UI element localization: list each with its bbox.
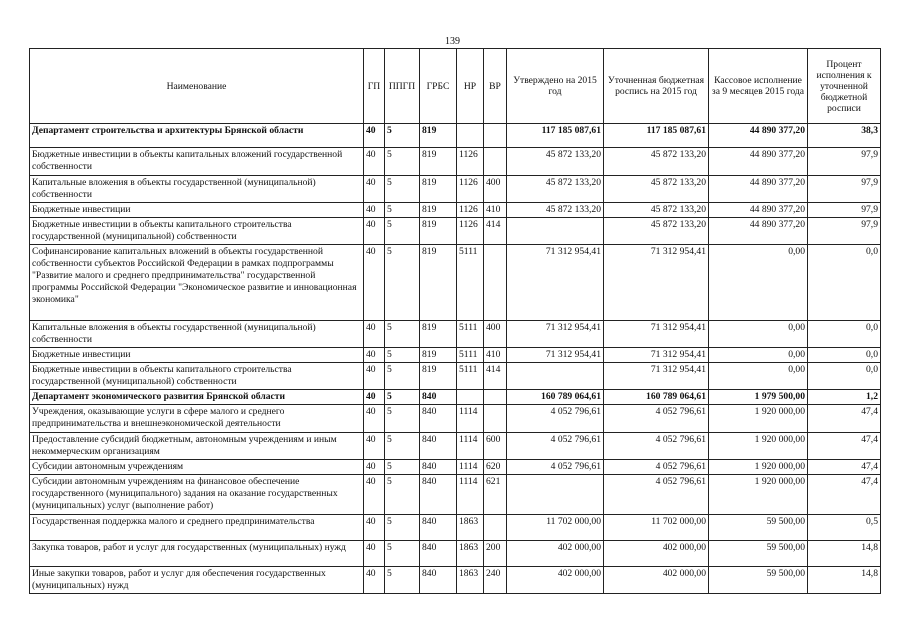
cell-cash: 1 920 000,00	[709, 433, 808, 460]
cell-approved: 4 052 796,61	[507, 460, 604, 475]
cell-refined: 71 312 954,41	[604, 363, 709, 390]
cell-refined: 45 872 133,20	[604, 176, 709, 203]
cell-gp: 40	[364, 348, 385, 363]
cell-percent: 47,4	[808, 475, 881, 515]
cell-approved: 71 312 954,41	[507, 245, 604, 321]
cell-name: Департамент строительства и архитектуры Брянской области	[30, 124, 364, 148]
cell-ppgp: 5	[385, 348, 420, 363]
cell-ppgp: 5	[385, 124, 420, 148]
cell-grbs: 840	[420, 390, 457, 405]
cell-vr	[484, 245, 507, 321]
cell-np: 1114	[457, 460, 484, 475]
cell-cash: 1 920 000,00	[709, 475, 808, 515]
cell-grbs: 819	[420, 203, 457, 218]
cell-percent: 14,8	[808, 567, 881, 594]
cell-percent: 97,9	[808, 203, 881, 218]
cell-approved: 71 312 954,41	[507, 348, 604, 363]
cell-vr: 200	[484, 541, 507, 567]
cell-vr	[484, 124, 507, 148]
cell-cash: 44 890 377,20	[709, 176, 808, 203]
cell-gp: 40	[364, 460, 385, 475]
cell-cash: 0,00	[709, 348, 808, 363]
cell-vr: 400	[484, 321, 507, 348]
cell-ppgp: 5	[385, 475, 420, 515]
cell-cash: 59 500,00	[709, 541, 808, 567]
cell-ppgp: 5	[385, 148, 420, 176]
cell-grbs: 819	[420, 124, 457, 148]
cell-ppgp: 5	[385, 203, 420, 218]
cell-percent: 47,4	[808, 460, 881, 475]
cell-approved: 4 052 796,61	[507, 405, 604, 433]
table-row	[30, 433, 881, 460]
cell-approved	[507, 475, 604, 515]
cell-vr: 414	[484, 218, 507, 245]
cell-approved: 402 000,00	[507, 541, 604, 567]
cell-grbs: 819	[420, 176, 457, 203]
cell-ppgp: 5	[385, 363, 420, 390]
cell-name: Капитальные вложения в объекты государственной (муниципальной) собственности	[30, 321, 364, 348]
cell-approved: 402 000,00	[507, 567, 604, 594]
cell-name: Учреждения, оказывающие услуги в сфере малого и среднего предпринимательства и внешнеэкономической деятельности	[30, 405, 364, 433]
cell-refined: 160 789 064,61	[604, 390, 709, 405]
cell-vr	[484, 390, 507, 405]
table-row	[30, 460, 881, 475]
table-row	[30, 176, 881, 203]
cell-ppgp: 5	[385, 321, 420, 348]
cell-name: Департамент экономического развития Брянской области	[30, 390, 364, 405]
cell-np: 1126	[457, 203, 484, 218]
cell-percent: 1,2	[808, 390, 881, 405]
cell-percent: 97,9	[808, 148, 881, 176]
cell-vr	[484, 515, 507, 541]
cell-gp: 40	[364, 176, 385, 203]
cell-vr: 240	[484, 567, 507, 594]
cell-grbs: 840	[420, 541, 457, 567]
cell-ppgp: 5	[385, 390, 420, 405]
col-header-approved: Утверждено на 2015 год	[507, 49, 604, 124]
table-row	[30, 245, 881, 321]
cell-refined: 45 872 133,20	[604, 218, 709, 245]
cell-name: Иные закупки товаров, работ и услуг для обеспечения государственных (муниципальных) нужд	[30, 567, 364, 594]
cell-grbs: 840	[420, 475, 457, 515]
cell-np: 1114	[457, 475, 484, 515]
cell-refined: 402 000,00	[604, 541, 709, 567]
cell-approved: 117 185 087,61	[507, 124, 604, 148]
cell-name: Государственная поддержка малого и среднего предпринимательства	[30, 515, 364, 541]
cell-grbs: 819	[420, 245, 457, 321]
cell-np: 1126	[457, 218, 484, 245]
cell-gp: 40	[364, 390, 385, 405]
cell-vr: 600	[484, 433, 507, 460]
cell-percent: 14,8	[808, 541, 881, 567]
cell-cash: 59 500,00	[709, 567, 808, 594]
cell-gp: 40	[364, 363, 385, 390]
cell-grbs: 840	[420, 515, 457, 541]
cell-name: Закупка товаров, работ и услуг для государственных (муниципальных) нужд	[30, 541, 364, 567]
cell-grbs: 819	[420, 348, 457, 363]
cell-np: 1863	[457, 567, 484, 594]
cell-refined: 71 312 954,41	[604, 348, 709, 363]
col-header-vr: ВР	[484, 49, 507, 124]
cell-cash: 1 920 000,00	[709, 460, 808, 475]
cell-grbs: 840	[420, 460, 457, 475]
table-header-row	[30, 49, 881, 124]
cell-approved	[507, 363, 604, 390]
cell-gp: 40	[364, 148, 385, 176]
cell-percent: 0,0	[808, 321, 881, 348]
cell-gp: 40	[364, 245, 385, 321]
cell-refined: 117 185 087,61	[604, 124, 709, 148]
cell-refined: 71 312 954,41	[604, 321, 709, 348]
table-row	[30, 348, 881, 363]
cell-vr	[484, 148, 507, 176]
cell-gp: 40	[364, 433, 385, 460]
table-row	[30, 515, 881, 541]
cell-ppgp: 5	[385, 218, 420, 245]
cell-np: 1114	[457, 405, 484, 433]
cell-cash: 59 500,00	[709, 515, 808, 541]
cell-vr: 410	[484, 203, 507, 218]
cell-cash: 0,00	[709, 363, 808, 390]
col-header-refined: Уточненная бюджетная роспись на 2015 год	[604, 49, 709, 124]
col-header-percent: Процент исполнения к уточненной бюджетной росписи	[808, 49, 881, 124]
cell-np: 1863	[457, 541, 484, 567]
cell-grbs: 819	[420, 148, 457, 176]
cell-cash: 44 890 377,20	[709, 203, 808, 218]
cell-np: 5111	[457, 348, 484, 363]
cell-percent: 0,0	[808, 348, 881, 363]
cell-gp: 40	[364, 405, 385, 433]
table-row	[30, 148, 881, 176]
cell-ppgp: 5	[385, 541, 420, 567]
cell-cash: 0,00	[709, 245, 808, 321]
cell-ppgp: 5	[385, 176, 420, 203]
cell-vr: 410	[484, 348, 507, 363]
cell-np: 5111	[457, 321, 484, 348]
cell-gp: 40	[364, 475, 385, 515]
table-row	[30, 363, 881, 390]
cell-name: Бюджетные инвестиции	[30, 348, 364, 363]
cell-percent: 97,9	[808, 218, 881, 245]
cell-np: 5111	[457, 363, 484, 390]
col-header-grbs: ГРБС	[420, 49, 457, 124]
cell-gp: 40	[364, 541, 385, 567]
cell-refined: 4 052 796,61	[604, 475, 709, 515]
cell-ppgp: 5	[385, 515, 420, 541]
department-row	[30, 390, 881, 405]
cell-percent: 0,5	[808, 515, 881, 541]
cell-np: 5111	[457, 245, 484, 321]
cell-ppgp: 5	[385, 433, 420, 460]
table-row	[30, 218, 881, 245]
cell-ppgp: 5	[385, 245, 420, 321]
cell-cash: 44 890 377,20	[709, 124, 808, 148]
budget-table	[29, 48, 881, 594]
cell-ppgp: 5	[385, 567, 420, 594]
cell-gp: 40	[364, 567, 385, 594]
cell-grbs: 840	[420, 567, 457, 594]
cell-cash: 44 890 377,20	[709, 148, 808, 176]
table-row	[30, 475, 881, 515]
cell-refined: 4 052 796,61	[604, 433, 709, 460]
cell-gp: 40	[364, 203, 385, 218]
cell-refined: 4 052 796,61	[604, 460, 709, 475]
cell-vr: 620	[484, 460, 507, 475]
cell-gp: 40	[364, 515, 385, 541]
col-header-cash: Кассовое исполнение за 9 месяцев 2015 года	[709, 49, 808, 124]
cell-name: Софинансирование капитальных вложений в объекты государственной собственности субъектов Российской Федерации в рамках подпрограммы "Развитие малого и среднего предпринимательства" государственной программы Российской Федерации "Экономическое развитие и инновационная экономика"	[30, 245, 364, 321]
cell-name: Бюджетные инвестиции в объекты капитального строительства государственной (муниципальной) собственности	[30, 363, 364, 390]
cell-vr: 621	[484, 475, 507, 515]
cell-name: Бюджетные инвестиции в объекты капитальных вложений государственной собственности	[30, 148, 364, 176]
cell-grbs: 840	[420, 405, 457, 433]
cell-approved: 4 052 796,61	[507, 433, 604, 460]
table-row	[30, 405, 881, 433]
table-row	[30, 321, 881, 348]
cell-name: Предоставление субсидий бюджетным, автономным учреждениям и иным некоммерческим организациям	[30, 433, 364, 460]
cell-vr: 414	[484, 363, 507, 390]
col-header-gp: ГП	[364, 49, 385, 124]
cell-approved: 45 872 133,20	[507, 203, 604, 218]
department-row	[30, 124, 881, 148]
cell-gp: 40	[364, 218, 385, 245]
cell-cash: 1 979 500,00	[709, 390, 808, 405]
cell-vr	[484, 405, 507, 433]
cell-percent: 47,4	[808, 433, 881, 460]
cell-ppgp: 5	[385, 405, 420, 433]
table-row	[30, 567, 881, 594]
cell-name: Субсидии автономным учреждениям на финансовое обеспечение государственного (муниципального) задания на оказание государственных (муниципальных) услуг (выполнение работ)	[30, 475, 364, 515]
cell-refined: 45 872 133,20	[604, 203, 709, 218]
cell-percent: 0,0	[808, 363, 881, 390]
cell-approved: 45 872 133,20	[507, 148, 604, 176]
cell-grbs: 819	[420, 363, 457, 390]
cell-name: Бюджетные инвестиции в объекты капитального строительства государственной (муниципальной) собственности	[30, 218, 364, 245]
cell-percent: 0,0	[808, 245, 881, 321]
cell-cash: 44 890 377,20	[709, 218, 808, 245]
cell-grbs: 819	[420, 218, 457, 245]
col-header-name: Наименование	[30, 49, 364, 124]
cell-percent: 47,4	[808, 405, 881, 433]
cell-name: Бюджетные инвестиции	[30, 203, 364, 218]
cell-cash: 1 920 000,00	[709, 405, 808, 433]
cell-percent: 97,9	[808, 176, 881, 203]
cell-grbs: 819	[420, 321, 457, 348]
cell-refined: 45 872 133,20	[604, 148, 709, 176]
cell-np: 1126	[457, 176, 484, 203]
cell-approved: 45 872 133,20	[507, 176, 604, 203]
cell-refined: 71 312 954,41	[604, 245, 709, 321]
table-row	[30, 541, 881, 567]
cell-percent: 38,3	[808, 124, 881, 148]
cell-name: Субсидии автономным учреждениям	[30, 460, 364, 475]
col-header-np: НР	[457, 49, 484, 124]
cell-refined: 4 052 796,61	[604, 405, 709, 433]
cell-np: 1863	[457, 515, 484, 541]
cell-approved	[507, 218, 604, 245]
cell-vr: 400	[484, 176, 507, 203]
cell-grbs: 840	[420, 433, 457, 460]
cell-approved: 71 312 954,41	[507, 321, 604, 348]
cell-cash: 0,00	[709, 321, 808, 348]
cell-approved: 11 702 000,00	[507, 515, 604, 541]
cell-np	[457, 390, 484, 405]
cell-gp: 40	[364, 124, 385, 148]
cell-approved: 160 789 064,61	[507, 390, 604, 405]
table-row	[30, 203, 881, 218]
cell-name: Капитальные вложения в объекты государственной (муниципальной) собственности	[30, 176, 364, 203]
cell-np	[457, 124, 484, 148]
cell-ppgp: 5	[385, 460, 420, 475]
page-number: 139	[445, 36, 460, 47]
col-header-ppgp: ППГП	[385, 49, 420, 124]
cell-np: 1114	[457, 433, 484, 460]
cell-refined: 11 702 000,00	[604, 515, 709, 541]
cell-gp: 40	[364, 321, 385, 348]
cell-refined: 402 000,00	[604, 567, 709, 594]
cell-np: 1126	[457, 148, 484, 176]
